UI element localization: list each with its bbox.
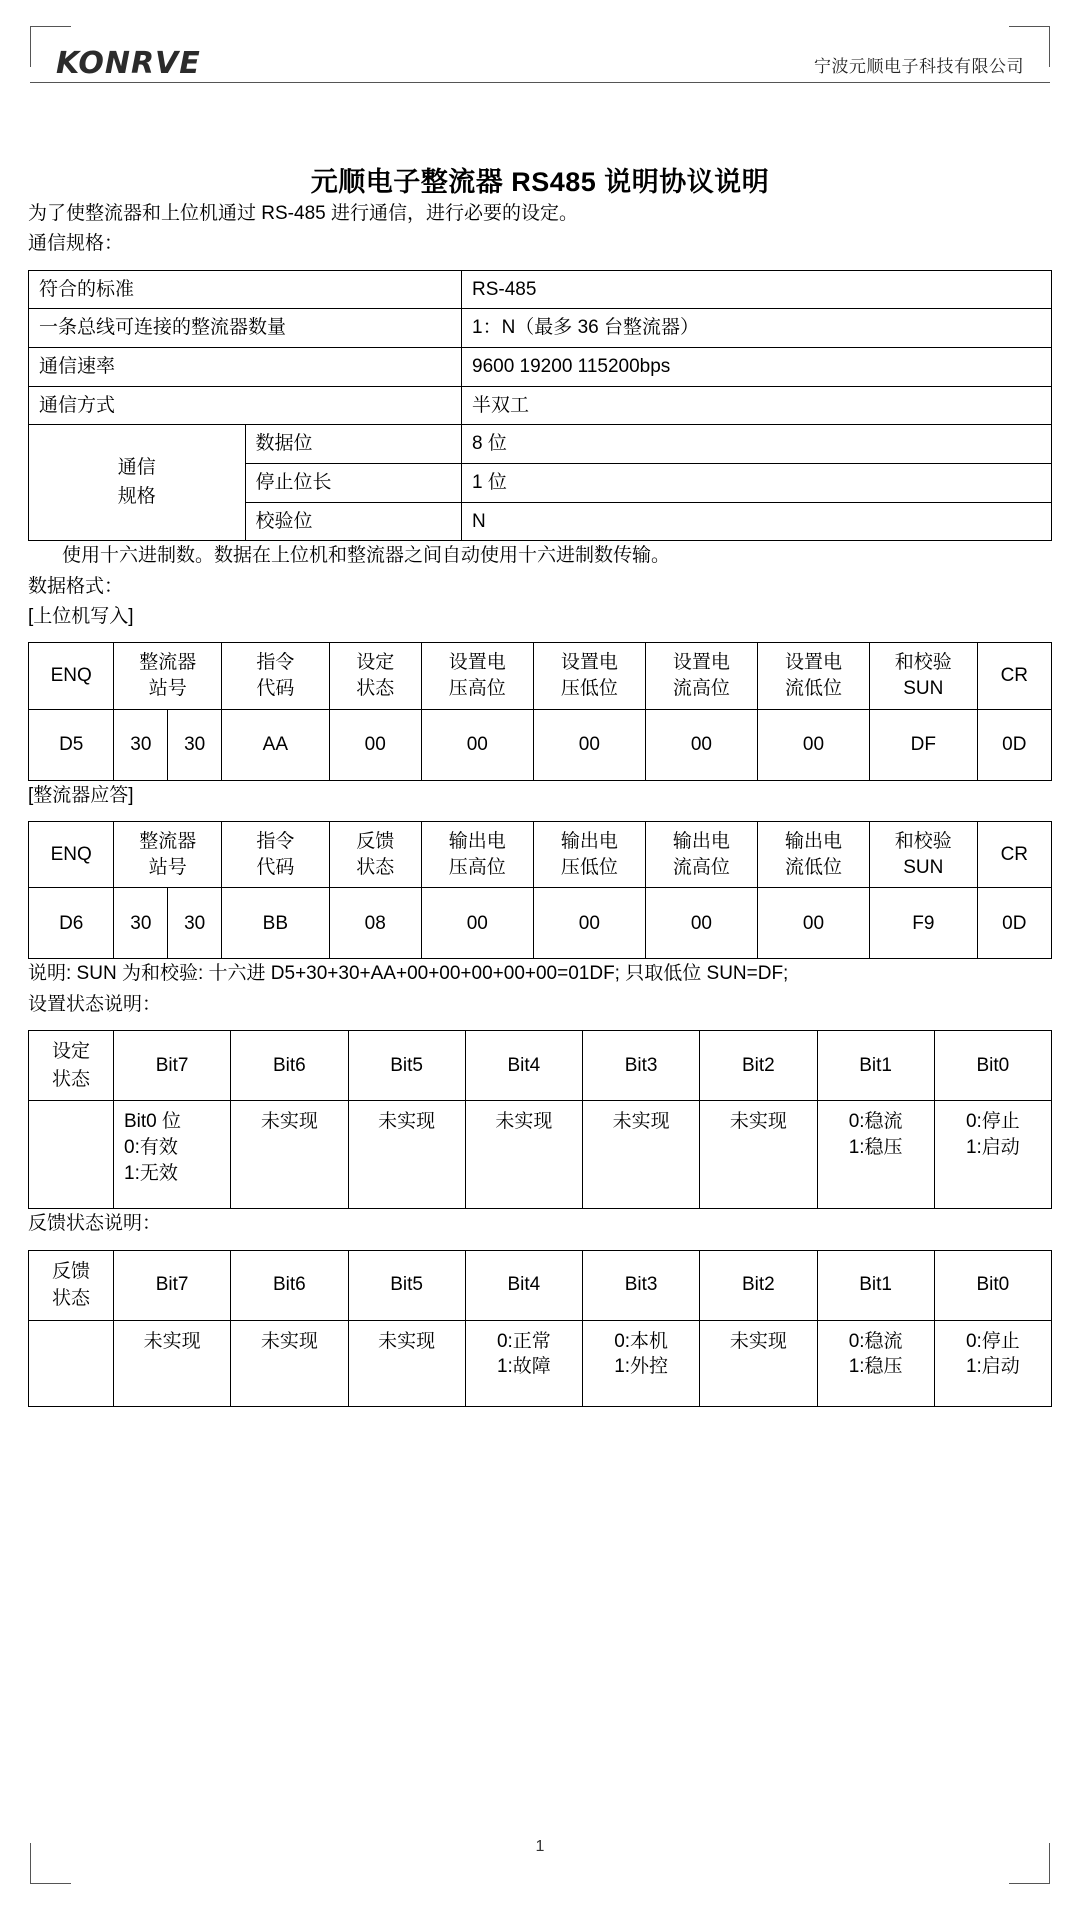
spec-group-label-line1: 通信 (117, 457, 156, 479)
rectifier-reply-label: [整流器应答] (28, 784, 134, 806)
bit-header-cell: Bit4 (465, 1031, 582, 1101)
host-write-label: [上位机写入] (28, 606, 134, 628)
hdr-line1: 输出电 (672, 831, 730, 853)
hdr-line2: 压高位 (448, 856, 506, 878)
bit-header-cell: Bit7 (114, 1250, 231, 1320)
frame-value-cell: 00 (757, 888, 869, 959)
hdr-line1: 设置电 (448, 652, 506, 674)
spec-label: 通信规格： (28, 233, 124, 255)
bit-line: 0:本机 (614, 1330, 669, 1352)
hdr-line1: 指令 (256, 652, 295, 674)
hdr-line1: 和校验 (894, 652, 952, 674)
hdr-line2: 代码 (256, 856, 295, 878)
page-number: 1 (535, 1838, 545, 1855)
table-row (29, 348, 1052, 387)
feedback-state-label: 反馈状态说明： (28, 1213, 162, 1235)
bit-value-cell (817, 1101, 934, 1209)
frame-value-cell: 08 (329, 888, 421, 959)
bit-value-cell (934, 1320, 1051, 1406)
frame-value-cell: DF (870, 709, 978, 780)
bit-header-cell: Bit2 (700, 1250, 817, 1320)
document-content (28, 110, 1052, 1407)
frame-header-cell (533, 643, 645, 709)
bit-line: Bit0 位 (124, 1111, 182, 1133)
table-row (29, 425, 1052, 464)
frame-value-cell: 0D (977, 709, 1051, 780)
bit-header-cell: Bit3 (583, 1250, 700, 1320)
bit-value-cell: 未实现 (231, 1101, 348, 1209)
bit-line: 1:启动 (965, 1356, 1020, 1378)
frame-value-cell: 30 (168, 709, 222, 780)
table-row (29, 822, 1052, 888)
hdr-line1: 设置电 (560, 652, 618, 674)
table-row (29, 1031, 1052, 1101)
table-row (29, 1320, 1052, 1406)
lead-line1: 设定 (51, 1041, 90, 1063)
bit-line: 0:稳流 (848, 1330, 903, 1352)
bit-header-cell: Bit6 (231, 1031, 348, 1101)
frame-header-cell: CR (977, 822, 1051, 888)
bit-line: 0:停止 (965, 1111, 1020, 1133)
bit-value-cell: 未实现 (465, 1101, 582, 1209)
host-write-frame-table (28, 642, 1052, 780)
frame-header-cell (421, 822, 533, 888)
bit-line: 0:正常 (496, 1330, 551, 1352)
hdr-line2: 流高位 (672, 678, 730, 700)
bit-value-cell: 未实现 (583, 1101, 700, 1209)
hdr-line2: 流高位 (672, 856, 730, 878)
hdr-line2: 状态 (356, 856, 395, 878)
bit-line: 1:启动 (965, 1136, 1020, 1158)
rectifier-reply-frame-table (28, 821, 1052, 959)
lead-line1: 反馈 (51, 1260, 90, 1282)
spec-key: 符合的标准 (29, 270, 462, 309)
intro-paragraph: 为了使整流器和上位机通过 RS-485 进行通信，进行必要的设定。 (28, 203, 578, 224)
table-row (29, 709, 1052, 780)
frame-value-cell: 00 (533, 888, 645, 959)
frame-value-cell: D6 (29, 888, 114, 959)
spec-subkey: 校验位 (245, 502, 462, 541)
frame-header-cell (421, 643, 533, 709)
hdr-line2: 状态 (356, 678, 395, 700)
hdr-line1: 整流器 (139, 831, 197, 853)
brand-logo: KONRVE (56, 46, 201, 81)
frame-value-cell: 30 (114, 709, 168, 780)
frame-header-cell (870, 643, 978, 709)
frame-header-cell (329, 643, 421, 709)
sun-checksum-description: 说明: SUN 为和校验: 十六进 D5+30+30+AA+00+00+00+00+00=01DF; 只取低位 SUN=DF; (28, 963, 789, 985)
hdr-line2: 流低位 (784, 678, 842, 700)
hdr-line1: 设定 (356, 652, 395, 674)
bit-line: 1:稳压 (848, 1136, 903, 1158)
frame-header-cell: ENQ (29, 643, 114, 709)
frame-header-cell (757, 822, 869, 888)
frame-header-cell (114, 643, 222, 709)
bit-value-cell (114, 1101, 231, 1209)
bit-line: 1:外控 (614, 1356, 669, 1378)
lead-line2: 状态 (51, 1068, 90, 1090)
frame-value-cell: 00 (421, 709, 533, 780)
bit-value-cell: 未实现 (700, 1101, 817, 1209)
communication-spec-table (28, 270, 1052, 541)
bit-header-cell: Bit6 (231, 1250, 348, 1320)
hdr-line1: 和校验 (894, 831, 952, 853)
table-row (29, 1250, 1052, 1320)
bit-value-cell: 未实现 (348, 1320, 465, 1406)
hdr-line2: 压低位 (560, 678, 618, 700)
bit-header-cell: Bit7 (114, 1031, 231, 1101)
frame-value-cell: BB (222, 888, 330, 959)
hdr-line1: 指令 (256, 831, 295, 853)
bit-value-cell (817, 1320, 934, 1406)
hdr-line1: 反馈 (356, 831, 395, 853)
company-name: 宁波元顺电子科技有限公司 (814, 57, 1024, 76)
frame-header-cell (329, 822, 421, 888)
frame-header-cell (222, 822, 330, 888)
spec-value: 8 位 (462, 425, 1052, 464)
hex-note: 使用十六进制数。数据在上位机和整流器之间自动使用十六进制数传输。 (62, 545, 671, 567)
data-format-label: 数据格式： (28, 575, 124, 597)
bit-line: 1:稳压 (848, 1356, 903, 1378)
bit-header-cell: Bit5 (348, 1031, 465, 1101)
frame-header-cell (870, 822, 978, 888)
bit-header-cell: Bit4 (465, 1250, 582, 1320)
bits-lead-header (29, 1031, 114, 1101)
hdr-line1: 输出电 (784, 831, 842, 853)
page-header (0, 26, 1080, 82)
table-row (29, 888, 1052, 959)
bit-value-cell (934, 1101, 1051, 1209)
hdr-line1: 整流器 (139, 652, 197, 674)
feedback-state-table (28, 1250, 1052, 1407)
hdr-line2: 站号 (148, 856, 187, 878)
hdr-line1: 设置电 (784, 652, 842, 674)
bit-header-cell: Bit2 (700, 1031, 817, 1101)
frame-header-cell (645, 822, 757, 888)
spec-value: 1：N（最多 36 台整流器） (462, 309, 1052, 348)
bits-lead-cell (29, 1101, 114, 1209)
bit-header-cell: Bit1 (817, 1031, 934, 1101)
frame-value-cell: D5 (29, 709, 114, 780)
spec-value: N (462, 502, 1052, 541)
bit-value-cell: 未实现 (114, 1320, 231, 1406)
frame-header-cell (533, 822, 645, 888)
hdr-line2: SUN (903, 856, 944, 878)
spec-subkey: 停止位长 (245, 463, 462, 502)
frame-header-cell: ENQ (29, 822, 114, 888)
spec-value: RS-485 (462, 270, 1052, 309)
table-row (29, 1101, 1052, 1209)
frame-value-cell: 00 (533, 709, 645, 780)
hdr-line1: 输出电 (560, 831, 618, 853)
frame-value-cell: 00 (645, 709, 757, 780)
frame-value-cell: 0D (977, 888, 1051, 959)
frame-header-cell (222, 643, 330, 709)
set-state-label: 设置状态说明： (28, 993, 162, 1015)
frame-value-cell: AA (222, 709, 330, 780)
frame-value-cell: 00 (645, 888, 757, 959)
frame-header-cell (757, 643, 869, 709)
bit-header-cell: Bit0 (934, 1031, 1051, 1101)
spec-value: 半双工 (462, 386, 1052, 425)
spec-value: 9600 19200 115200bps (462, 348, 1052, 387)
table-row (29, 309, 1052, 348)
hdr-line2: 代码 (256, 678, 295, 700)
frame-header-cell: CR (977, 643, 1051, 709)
hdr-line2: 站号 (148, 678, 187, 700)
hdr-line1: 设置电 (672, 652, 730, 674)
bit-line: 0:停止 (965, 1330, 1020, 1352)
hdr-line2: 流低位 (784, 856, 842, 878)
bit-value-cell: 未实现 (231, 1320, 348, 1406)
spec-subkey: 数据位 (245, 425, 462, 464)
bit-header-cell: Bit3 (583, 1031, 700, 1101)
spec-value: 1 位 (462, 463, 1052, 502)
bit-value-cell (583, 1320, 700, 1406)
bit-header-cell: Bit0 (934, 1250, 1051, 1320)
bits-lead-header (29, 1250, 114, 1320)
bit-header-cell: Bit5 (348, 1250, 465, 1320)
bit-line: 1:无效 (124, 1162, 178, 1184)
frame-header-cell (114, 822, 222, 888)
frame-value-cell: 00 (329, 709, 421, 780)
bit-line: 0:有效 (124, 1136, 178, 1158)
bit-value-cell (465, 1320, 582, 1406)
table-row (29, 386, 1052, 425)
frame-header-cell (645, 643, 757, 709)
bit-header-cell: Bit1 (817, 1250, 934, 1320)
bit-line: 0:稳流 (848, 1111, 903, 1133)
lead-line2: 状态 (51, 1288, 90, 1310)
set-state-table (28, 1030, 1052, 1209)
hdr-line2: SUN (903, 678, 944, 700)
header-divider (30, 82, 1050, 83)
spec-group-label-line2: 规格 (117, 485, 156, 507)
table-row (29, 270, 1052, 309)
spec-key: 通信方式 (29, 386, 462, 425)
frame-value-cell: 30 (114, 888, 168, 959)
frame-value-cell: F9 (870, 888, 978, 959)
hdr-line1: 输出电 (448, 831, 506, 853)
bits-lead-cell (29, 1320, 114, 1406)
bit-line: 1:故障 (496, 1356, 551, 1378)
hdr-line2: 压高位 (448, 678, 506, 700)
frame-value-cell: 00 (421, 888, 533, 959)
bit-value-cell: 未实现 (348, 1101, 465, 1209)
frame-value-cell: 00 (757, 709, 869, 780)
spec-key: 一条总线可连接的整流器数量 (29, 309, 462, 348)
spec-group-label (29, 425, 246, 541)
hdr-line2: 压低位 (560, 856, 618, 878)
page-title: 元顺电子整流器 RS485 说明协议说明 (310, 167, 770, 197)
spec-key: 通信速率 (29, 348, 462, 387)
frame-value-cell: 30 (168, 888, 222, 959)
table-row (29, 643, 1052, 709)
bit-value-cell: 未实现 (700, 1320, 817, 1406)
